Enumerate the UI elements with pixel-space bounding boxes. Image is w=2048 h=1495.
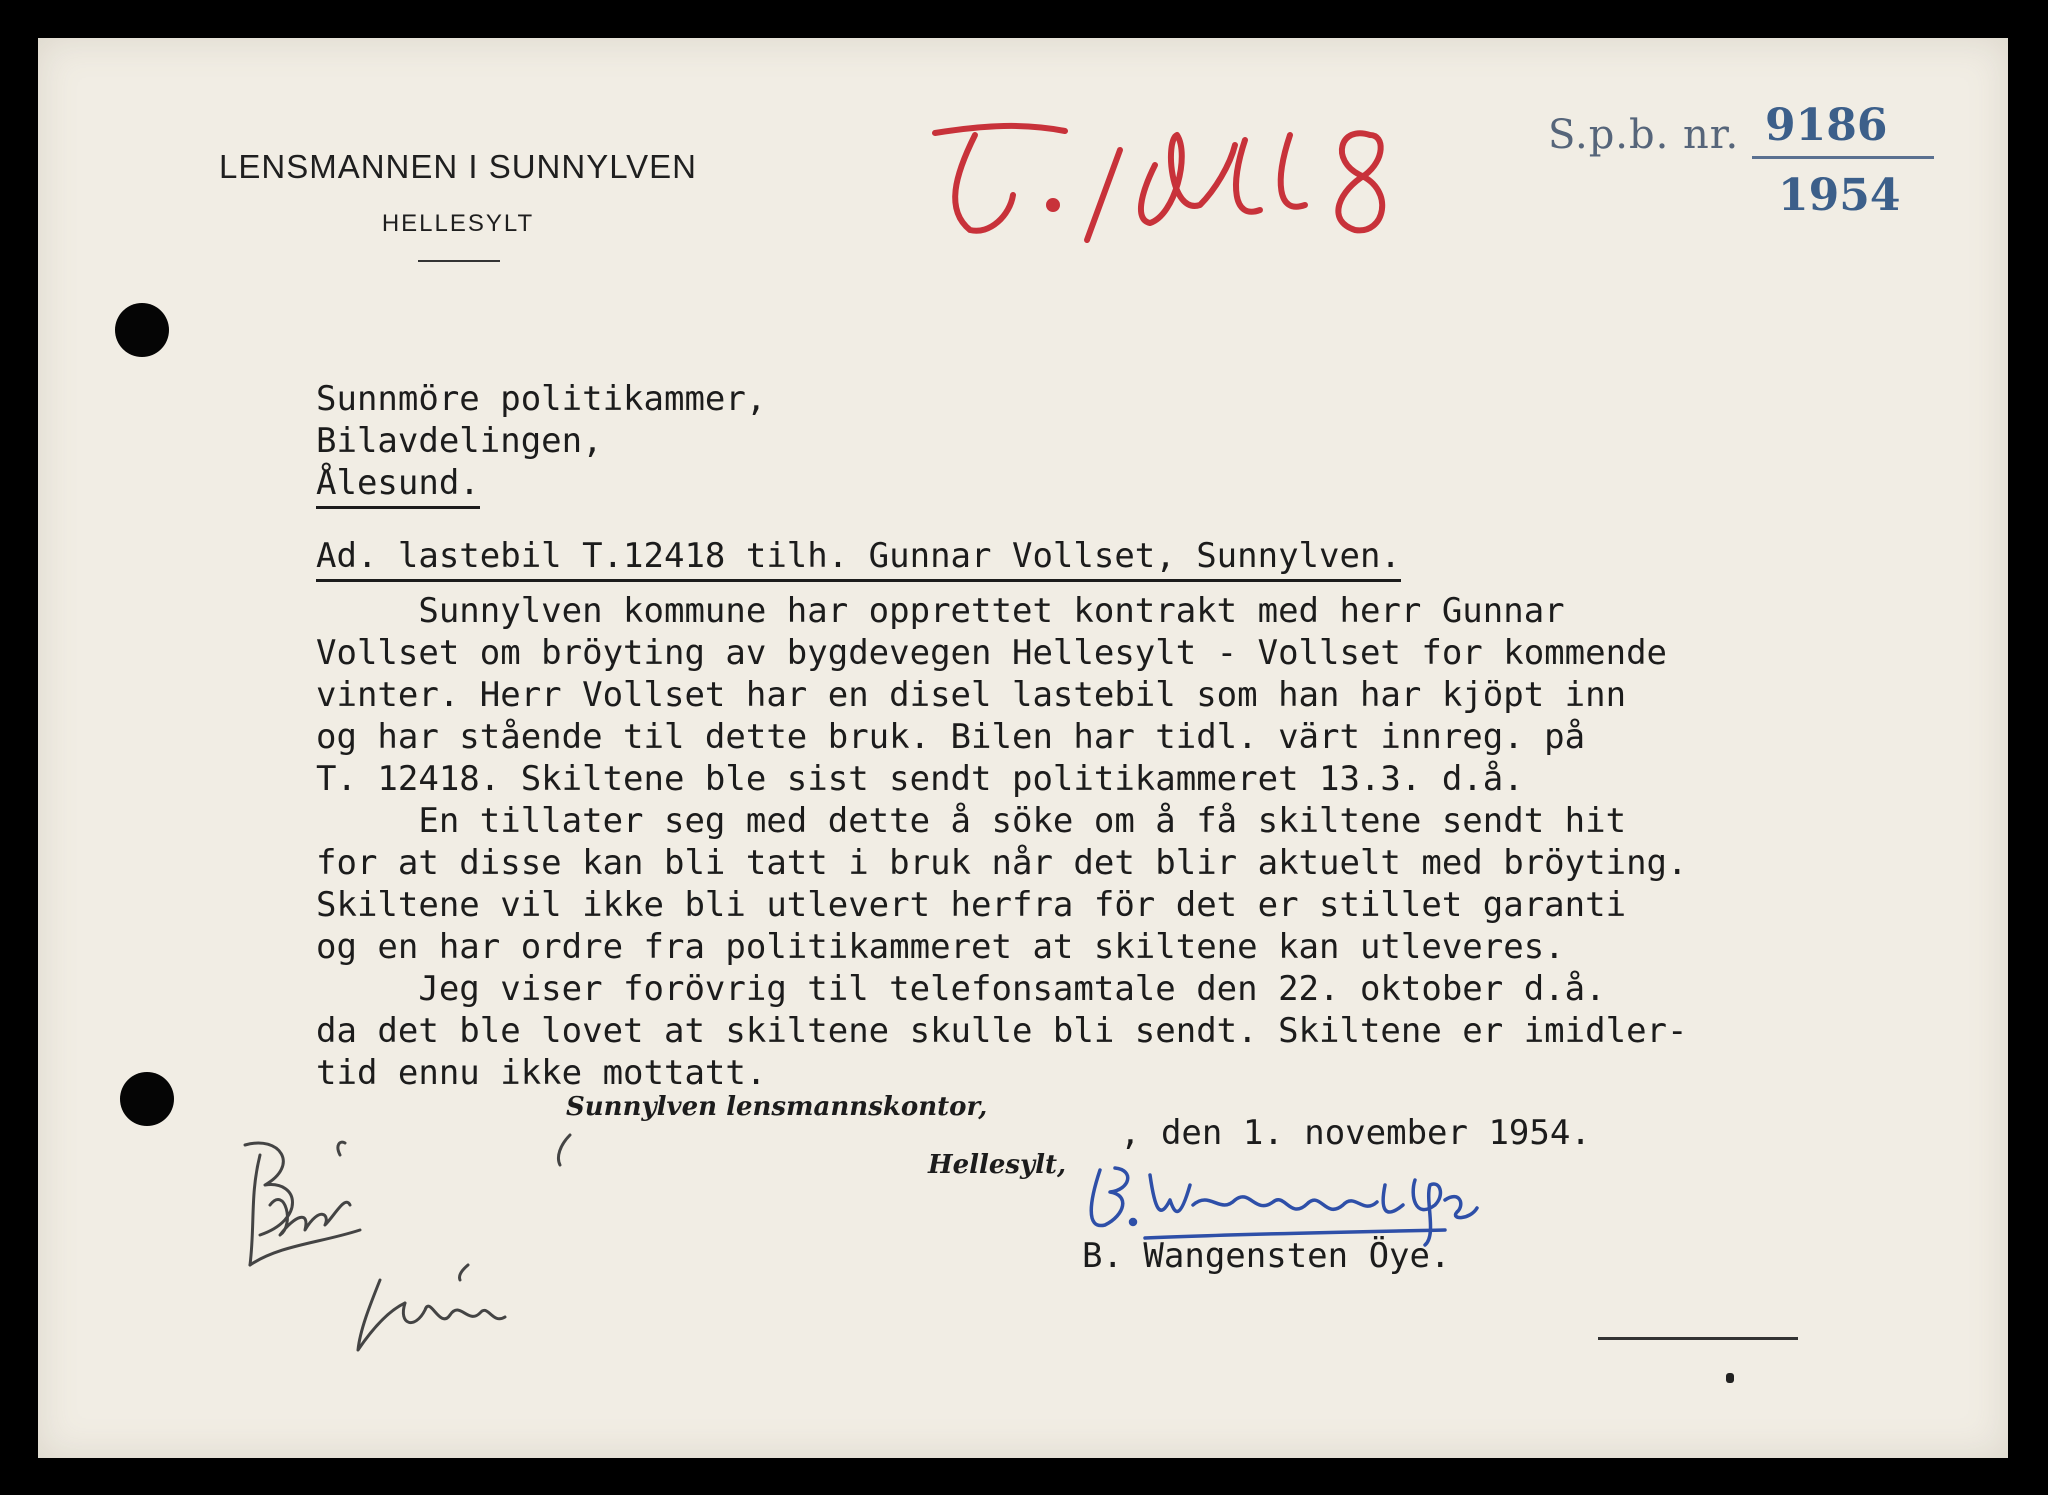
body-line: Sunnylven kommune har opprettet kontrakt med herr Gunnar bbox=[316, 591, 1565, 631]
body-line: Skiltene vil ikke bli utlevert herfra för det er stillet garanti bbox=[316, 885, 1627, 925]
letterhead-rule bbox=[418, 260, 500, 262]
body-line: vinter. Herr Vollset har en disel lastebil som han har kjöpt inn bbox=[316, 675, 1627, 715]
body-line: Vollset om bröyting av bygdevegen Hellesylt - Vollset for kommende bbox=[316, 633, 1668, 673]
signer-name: B. Wangensten Öye. bbox=[1082, 1236, 1451, 1276]
pencil-initials bbox=[240, 1125, 600, 1365]
punch-hole-top bbox=[115, 303, 169, 357]
body-line: Jeg viser forövrig til telefonsamtale den 22. oktober d.å. bbox=[316, 969, 1606, 1009]
ink-mark bbox=[1726, 1373, 1734, 1383]
body-line: T. 12418. Skiltene ble sist sendt politikammeret 13.3. d.å. bbox=[316, 759, 1524, 799]
archive-stamp-year: 1954 bbox=[1778, 170, 1901, 221]
punch-hole-bottom bbox=[120, 1072, 174, 1126]
letterhead-office: LENSMANNEN I SUNNYLVEN bbox=[219, 148, 697, 185]
recipient-line-1: Sunnmöre politikammer, bbox=[316, 379, 767, 419]
office-stamp: Sunnylven lensmannskontor, bbox=[566, 1092, 988, 1122]
subject-line: Ad. lastebil T.12418 tilh. Gunnar Vollset, Sunnylven. bbox=[316, 535, 1401, 582]
body-line: da det ble lovet at skiltene skulle bli sendt. Skiltene er imidler- bbox=[316, 1011, 1688, 1051]
date-line: , den 1. november 1954. bbox=[1120, 1113, 1591, 1153]
handwritten-reference-mark bbox=[915, 95, 1435, 245]
body-line: En tillater seg med dette å söke om å få skiltene sendt hit bbox=[316, 801, 1627, 841]
letterhead-place: HELLESYLT bbox=[381, 210, 535, 237]
archive-stamp-number: 9186 bbox=[1765, 100, 1888, 151]
recipient-line-3: Ålesund. bbox=[316, 462, 480, 509]
body-line: og har stående til dette bruk. Bilen har tidl. värt innreg. på bbox=[316, 717, 1586, 757]
archive-stamp-divider bbox=[1752, 156, 1934, 159]
handwritten-reference-text: T. 12418 bbox=[915, 95, 919, 96]
body-line: tid ennu ikke mottatt. bbox=[316, 1053, 767, 1093]
recipient-line-2: Bilavdelingen, bbox=[316, 421, 603, 461]
place-stamp: Hellesylt, bbox=[928, 1150, 1067, 1180]
body-line: for at disse kan bli tatt i bruk når det blir aktuelt med bröyting. bbox=[316, 843, 1688, 883]
signature-rule bbox=[1598, 1337, 1798, 1340]
archive-stamp-label: S.p.b. nr. bbox=[1548, 112, 1740, 158]
body-line: og en har ordre fra politikammeret at skiltene kan utleveres. bbox=[316, 927, 1565, 967]
